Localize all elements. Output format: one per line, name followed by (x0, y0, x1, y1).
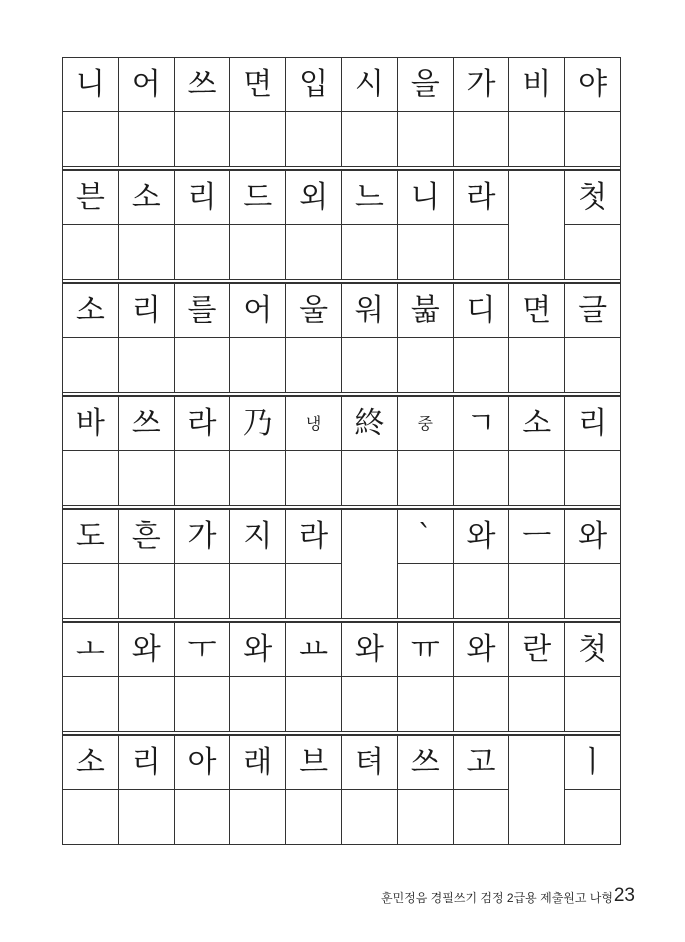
footer-title: 훈민정음 경필쓰기 검정 2급용 제출원고 나형 (380, 891, 613, 905)
model-character-cell: 리 (119, 284, 175, 338)
model-character-cell: 고 (454, 736, 510, 790)
model-character-cell: 바 (63, 397, 119, 451)
model-character-cell: 첫 (565, 171, 620, 225)
practice-row (63, 677, 620, 731)
model-row (63, 284, 620, 338)
practice-cell[interactable] (342, 451, 398, 505)
model-character-cell: ˋ (398, 510, 454, 564)
model-character-cell: 와 (230, 623, 286, 677)
practice-cell[interactable] (398, 451, 454, 505)
practice-cell[interactable] (398, 677, 454, 731)
practice-cell[interactable] (286, 677, 342, 731)
practice-cell[interactable] (175, 677, 231, 731)
practice-cell[interactable] (565, 677, 620, 731)
practice-cell[interactable] (175, 564, 231, 618)
practice-cell[interactable] (230, 338, 286, 392)
practice-row (63, 564, 620, 618)
writing-grid (62, 57, 621, 845)
practice-cell[interactable] (509, 451, 565, 505)
model-character-cell: 니 (398, 171, 454, 225)
practice-cell[interactable] (230, 112, 286, 166)
practice-cell[interactable] (454, 451, 510, 505)
practice-cell[interactable] (286, 112, 342, 166)
practice-cell[interactable] (175, 790, 231, 844)
model-character-cell: 첫 (565, 623, 620, 677)
practice-cell[interactable] (286, 338, 342, 392)
model-character-cell (342, 510, 398, 564)
page-footer (0, 885, 685, 909)
practice-cell[interactable] (509, 225, 565, 279)
practice-cell[interactable] (398, 338, 454, 392)
model-character-cell: ㅣ (565, 736, 620, 790)
practice-block (62, 735, 621, 845)
model-character-cell: 드 (230, 171, 286, 225)
practice-row (63, 112, 620, 166)
model-row (63, 171, 620, 225)
practice-cell[interactable] (286, 225, 342, 279)
practice-block (62, 396, 621, 505)
model-character-cell: 비 (509, 58, 565, 112)
practice-cell[interactable] (175, 338, 231, 392)
model-character-cell: 외 (286, 171, 342, 225)
practice-cell[interactable] (565, 564, 620, 618)
practice-cell[interactable] (398, 112, 454, 166)
practice-block (62, 622, 621, 731)
model-character-cell: 야 (565, 58, 620, 112)
model-character-cell: 붋 (398, 284, 454, 338)
practice-block (62, 509, 621, 618)
model-character-cell: ㅛ (286, 623, 342, 677)
model-character-cell: 면 (230, 58, 286, 112)
practice-row (63, 790, 620, 844)
practice-cell[interactable] (230, 790, 286, 844)
model-character-cell: 소 (119, 171, 175, 225)
model-character-cell: 글 (565, 284, 620, 338)
practice-cell[interactable] (119, 112, 175, 166)
practice-cell[interactable] (119, 564, 175, 618)
practice-cell[interactable] (175, 225, 231, 279)
model-character-cell: 쓰 (119, 397, 175, 451)
model-character-cell: 냉 (286, 397, 342, 451)
practice-cell[interactable] (509, 112, 565, 166)
model-row (63, 58, 620, 112)
model-row (63, 397, 620, 451)
practice-cell[interactable] (230, 451, 286, 505)
practice-cell[interactable] (119, 677, 175, 731)
practice-cell[interactable] (342, 225, 398, 279)
practice-cell[interactable] (175, 451, 231, 505)
practice-cell[interactable] (565, 338, 620, 392)
model-character-cell: 면 (509, 284, 565, 338)
practice-cell[interactable] (230, 225, 286, 279)
practice-cell[interactable] (454, 338, 510, 392)
practice-cell[interactable] (342, 790, 398, 844)
model-character-cell: 와 (454, 623, 510, 677)
model-character-cell: 를 (175, 284, 231, 338)
model-character-cell: 워 (342, 284, 398, 338)
practice-cell[interactable] (286, 564, 342, 618)
practice-cell[interactable] (398, 790, 454, 844)
practice-cell[interactable] (342, 338, 398, 392)
model-character-cell: ㅜ (175, 623, 231, 677)
model-character-cell: ㅗ (63, 623, 119, 677)
practice-cell[interactable] (565, 790, 620, 844)
practice-cell[interactable] (342, 677, 398, 731)
model-character-cell: 텨 (342, 736, 398, 790)
model-character-cell: 리 (175, 171, 231, 225)
model-character-cell: 입 (286, 58, 342, 112)
model-character-cell: 울 (286, 284, 342, 338)
model-character-cell: 가 (454, 58, 510, 112)
model-character-cell: 중 (398, 397, 454, 451)
model-character-cell: 쓰 (175, 58, 231, 112)
model-character-cell: 흔 (119, 510, 175, 564)
model-character-cell: 終 (342, 397, 398, 451)
practice-block (62, 57, 621, 166)
practice-cell[interactable] (565, 451, 620, 505)
model-character-cell: 디 (454, 284, 510, 338)
model-character-cell: ㄱ (454, 397, 510, 451)
practice-row (63, 451, 620, 505)
practice-cell[interactable] (119, 225, 175, 279)
practice-cell[interactable] (63, 790, 119, 844)
practice-row (63, 225, 620, 279)
practice-cell[interactable] (63, 564, 119, 618)
model-character-cell: 라 (286, 510, 342, 564)
model-character-cell: 소 (509, 397, 565, 451)
model-character-cell: 리 (565, 397, 620, 451)
practice-cell[interactable] (63, 112, 119, 166)
model-character-cell: 와 (119, 623, 175, 677)
practice-cell[interactable] (119, 790, 175, 844)
practice-cell[interactable] (175, 112, 231, 166)
practice-cell[interactable] (119, 451, 175, 505)
practice-cell[interactable] (565, 112, 620, 166)
model-character-cell: 리 (119, 736, 175, 790)
practice-cell[interactable] (454, 112, 510, 166)
practice-cell[interactable] (398, 564, 454, 618)
model-character-cell: 쓰 (398, 736, 454, 790)
model-character-cell: 가 (175, 510, 231, 564)
practice-cell[interactable] (454, 677, 510, 731)
practice-cell[interactable] (454, 564, 510, 618)
model-character-cell: 란 (509, 623, 565, 677)
practice-row (63, 338, 620, 392)
model-character-cell: 래 (230, 736, 286, 790)
practice-cell[interactable] (509, 677, 565, 731)
model-row (63, 736, 620, 790)
model-character-cell: 라 (175, 397, 231, 451)
model-character-cell: ㅡ (509, 510, 565, 564)
model-character-cell: 와 (342, 623, 398, 677)
practice-cell[interactable] (63, 338, 119, 392)
model-character-cell: 브 (286, 736, 342, 790)
model-character-cell: 지 (230, 510, 286, 564)
practice-cell[interactable] (454, 790, 510, 844)
practice-cell[interactable] (286, 790, 342, 844)
model-character-cell: 븐 (63, 171, 119, 225)
practice-cell[interactable] (63, 451, 119, 505)
practice-cell[interactable] (230, 677, 286, 731)
practice-cell[interactable] (63, 225, 119, 279)
practice-cell[interactable] (119, 338, 175, 392)
model-character-cell: 와 (565, 510, 620, 564)
model-character-cell (509, 171, 565, 225)
practice-block (62, 283, 621, 392)
practice-cell[interactable] (454, 225, 510, 279)
practice-cell[interactable] (286, 451, 342, 505)
practice-cell[interactable] (63, 677, 119, 731)
page-number: 23 (613, 885, 635, 906)
practice-cell[interactable] (342, 564, 398, 618)
model-character-cell: 을 (398, 58, 454, 112)
model-character-cell: 어 (119, 58, 175, 112)
model-row (63, 510, 620, 564)
practice-cell[interactable] (509, 790, 565, 844)
practice-cell[interactable] (398, 225, 454, 279)
model-character-cell: 시 (342, 58, 398, 112)
practice-cell[interactable] (565, 225, 620, 279)
model-character-cell: 乃 (230, 397, 286, 451)
model-character-cell: 어 (230, 284, 286, 338)
model-row (63, 623, 620, 677)
model-character-cell: 아 (175, 736, 231, 790)
practice-block (62, 170, 621, 279)
model-character-cell: 소 (63, 284, 119, 338)
model-character-cell: 니 (63, 58, 119, 112)
practice-cell[interactable] (509, 338, 565, 392)
practice-cell[interactable] (509, 564, 565, 618)
model-character-cell: 라 (454, 171, 510, 225)
model-character-cell: 도 (63, 510, 119, 564)
model-character-cell: ㅠ (398, 623, 454, 677)
practice-cell[interactable] (230, 564, 286, 618)
model-character-cell: 와 (454, 510, 510, 564)
model-character-cell (509, 736, 565, 790)
practice-cell[interactable] (342, 112, 398, 166)
model-character-cell: 소 (63, 736, 119, 790)
model-character-cell: 느 (342, 171, 398, 225)
